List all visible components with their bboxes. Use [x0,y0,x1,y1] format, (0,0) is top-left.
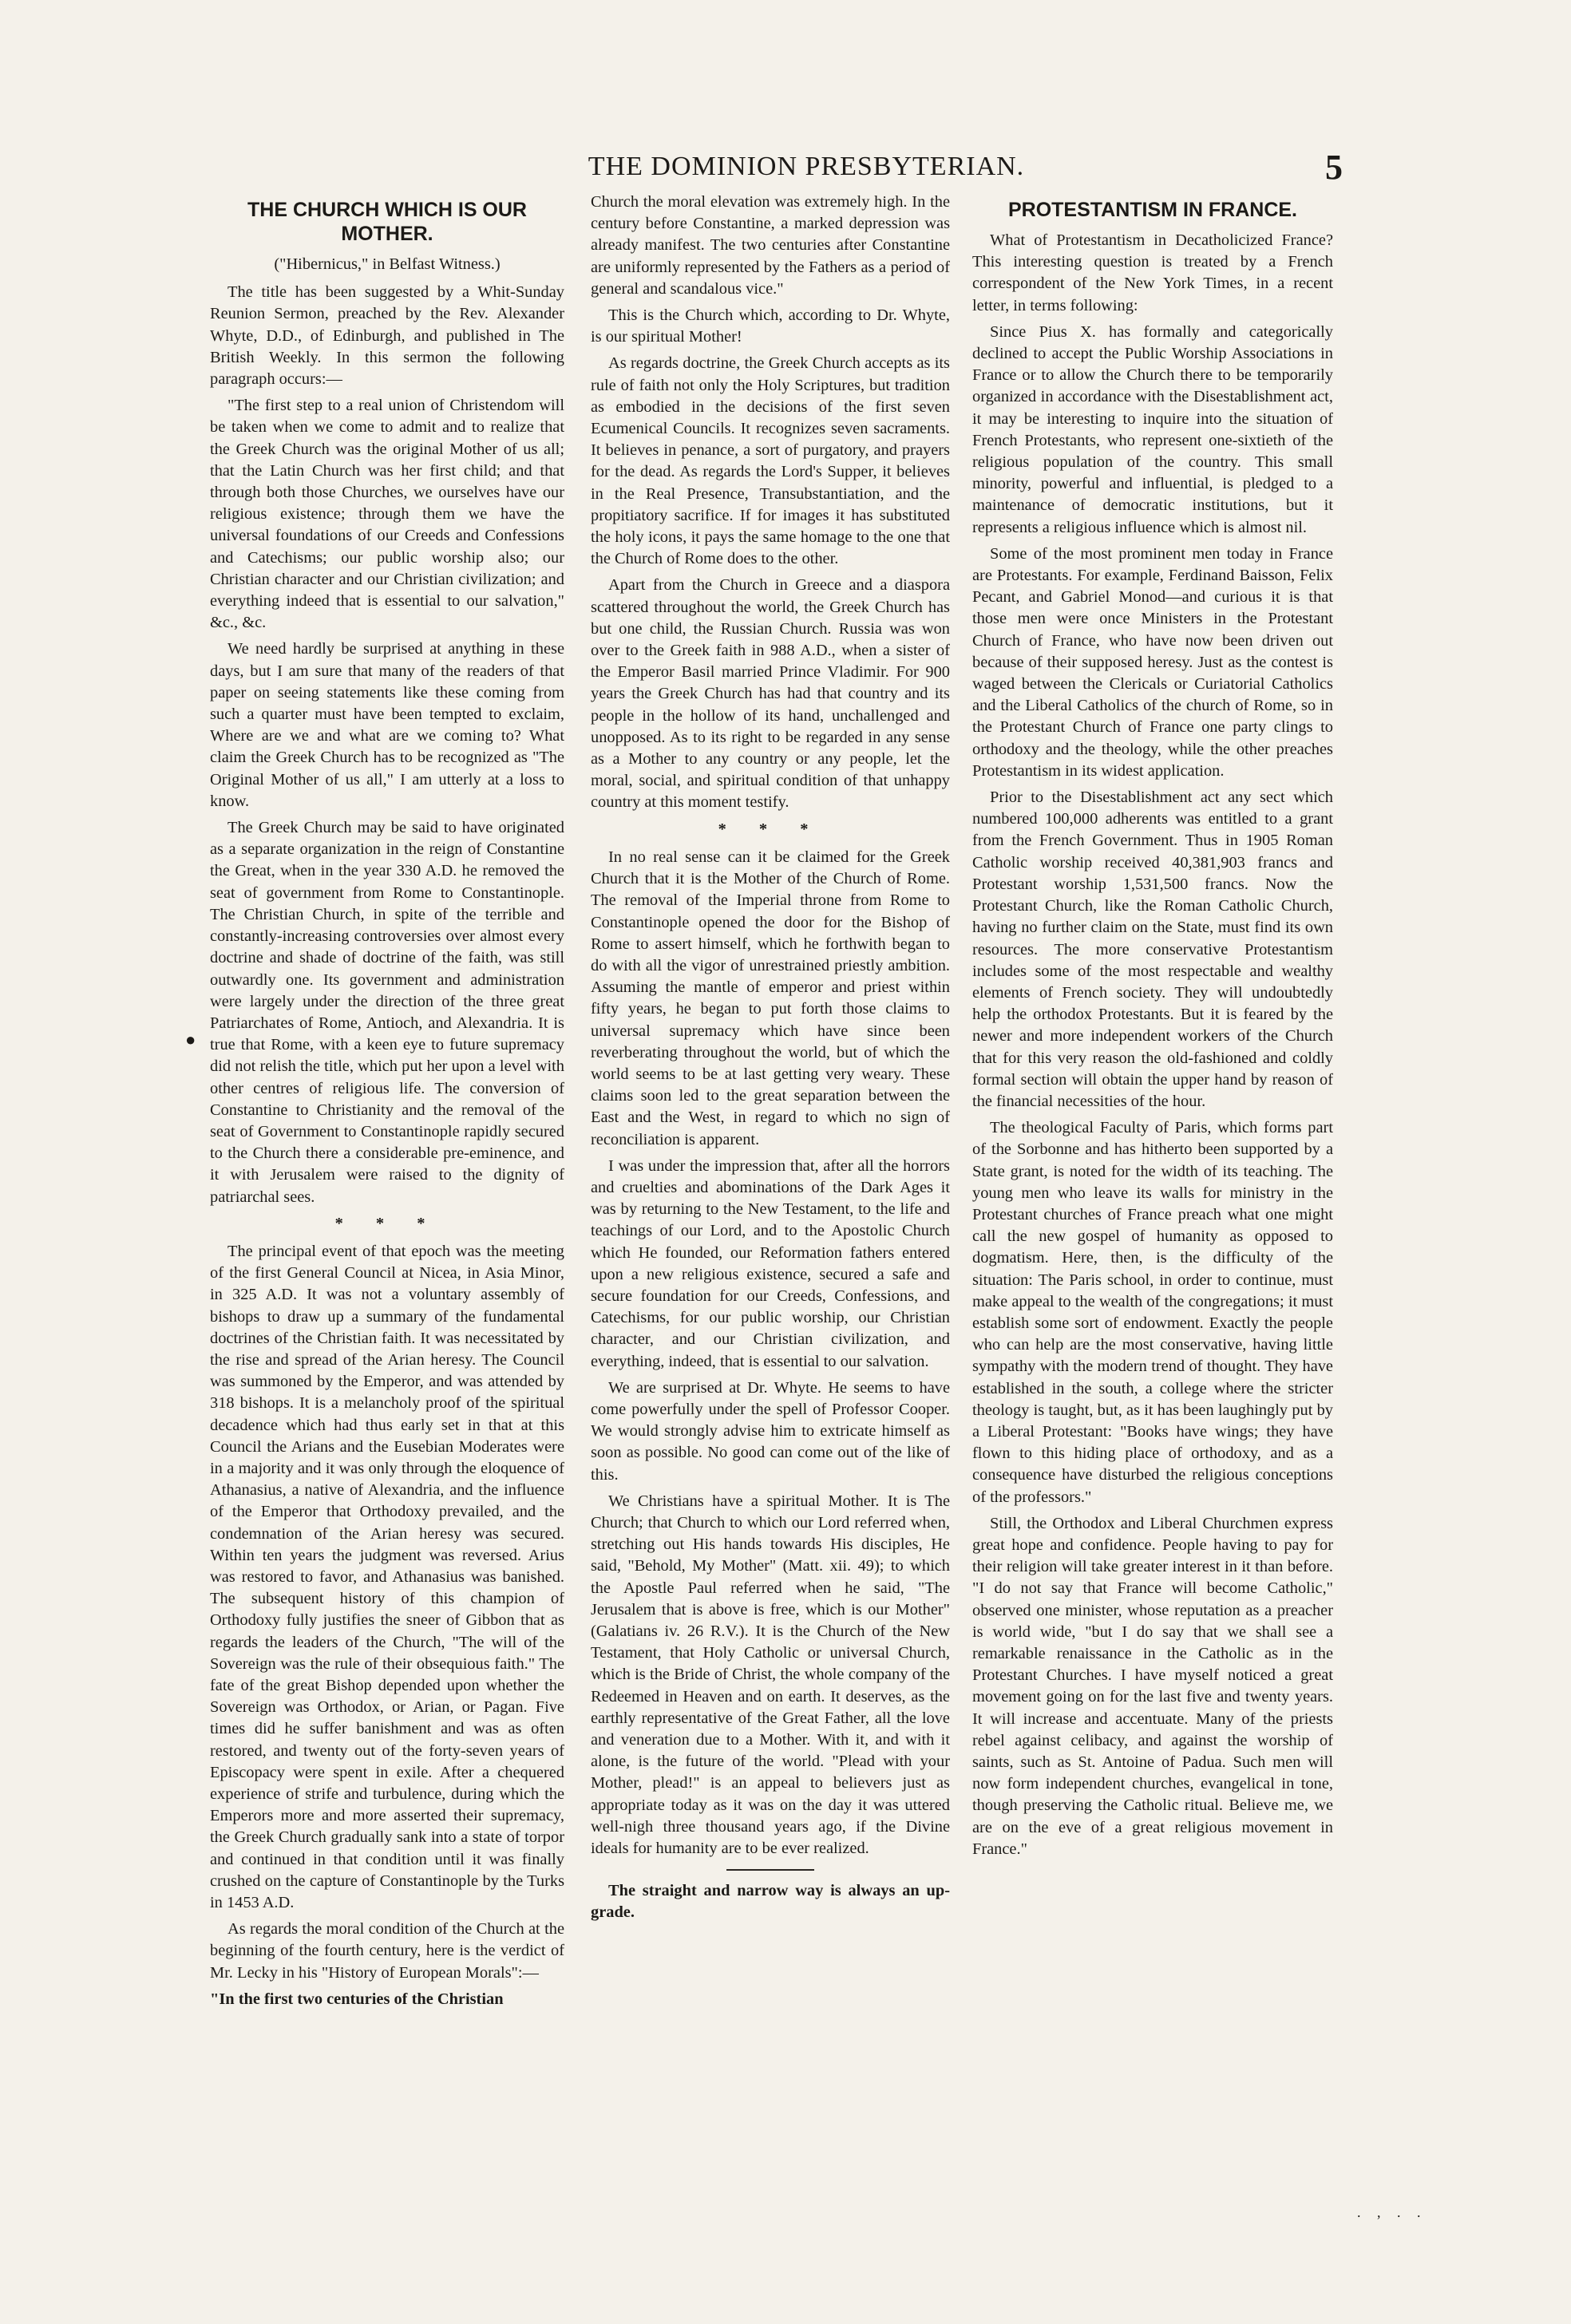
paragraph: As regards doctrine, the Greek Church accepts as its rule of faith not only the Holy Scriptures, but tradition as embodied in the decisions of the first seven Ecumenical Councils. It recognizes seven sacraments. It believes in penance, a sort of purgatory, and prayers for the dead. As regards the Lord's Supper, it believes in the Real Presence, Transubstantiation, and the propitiatory sacrifice. If for images it has substituted the holy icons, it pays the same homage to the one that the Church of Rome does to the other. [591,354,950,568]
column-1 [210,192,564,2298]
running-head [0,148,1571,187]
section-separator: * * * [334,1214,440,1232]
paragraph: I was under the impression that, after all the horrors and cruelties and abominations of the Dark Ages it was by returning to the New Testament, to the life and teachings of our Lord, and to the Apostolic Church which He founded, our Reformation fathers entered upon a new religious existence, secured a safe and secure foundation for our Creeds, Confessions, and Catechisms, for our public worship, our Christian character, and our Christian civilization, and everything, indeed, that is essential to our salvation. [591,1156,950,1370]
margin-mark: ● [185,1030,196,1049]
paragraph: In no real sense can it be claimed for the Greek Church that it is the Mother of the Church of Rome. The removal of the Imperial throne from Rome to Constantinople opened the door for the Bishop of Rome to assert himself, which he forthwith began to do with all the vigor of unrestrained priestly ambition. Assuming the mantle of emperor and priest within fifty years, he began to put forth those claims to universal supremacy which have since been reverberating throughout the world, but of which the world seems to be at last getting very weary. These claims soon led to the great separation between the East and the West, in regard to which no sign of reconciliation is apparent. [591,848,950,1148]
paragraph: We need hardly be surprised at anything in these days, but I am sure that many of the readers of that paper on seeing statements like these coming from such a quarter must have been tempted to exclaim, Where are we and what are we coming to? What claim the Greek Church has to be recognized as "The Original Mother of us all," I am utterly at a loss to know. [210,640,564,810]
paragraph: The title has been suggested by a Whit-Sunday Reunion Sermon, preached by the Rev. Alexander Whyte, D.D., of Edinburgh, and published in The British Weekly. In this sermon the following paragraph occurs:— [210,283,564,389]
paragraph: Church the moral elevation was extremely high. In the century before Constantine, a marked depression was already manifest. The two centuries after Constantine are uniformly represented by the Fathers as a period of general and scandalous vice." [591,193,950,298]
paragraph: "The first step to a real union of Christendom will be taken when we come to admit and to realize that the Greek Church was the original Mother of us all; that the Latin Church was her first child; and that through both those Churches, we ourselves have our religious existence; through them we have the universal foundations of our Creeds and Confessions and Catechisms; our public worship also; our Christian character and our Christian civilization; and everything indeed that is essential to our salvation," &c., &c. [210,397,564,632]
paragraph: As regards the moral condition of the Church at the beginning of the fourth century, here is the verdict of Mr. Lecky in his "History of European Morals":— [210,1920,564,1982]
paragraph: This is the Church which, according to Dr. Whyte, is our spiritual Mother! [591,306,950,346]
section-separator: * * * [718,820,823,838]
paragraph: We are surprised at Dr. Whyte. He seems to have come powerfully under the spell of Professor Cooper. We would strongly advise him to extricate himself as soon as possible. No good can come out of the like of this. [591,1378,950,1484]
column-3 [972,192,1333,2298]
article-headline: PROTESTANTISM IN FRANCE. [1007,199,1298,221]
page-number: 5 [1325,148,1343,187]
paragraph: The Greek Church may be said to have originated as a separate organization in the reign of Constantine the Great, when in the year 330 A.D. he removed the seat of government from Rome to Constantinople. The Christian Church, in spite of the terrible and constantly-increasing controversies over almost every doctrine and shade of doctrine of the faith, was still outwardly one. Its government and administration were largely under the direction of the three great Patriarchates of Rome, Antioch, and Alexandria. It is true that Rome, with a keen eye to future supremacy did not relish the title, which put her upon a level with other centres of religious life. The conversion of Constantine to Christianity and the removal of the seat of Government to Constantinople rapidly secured to the Church there a considerable pre-eminence, and it with Jerusalem were raised to the dignity of patriarchal sees. [210,819,564,1206]
paragraph: Some of the most prominent men today in France are Protestants. For example, Ferdinand Baisson, Felix Pecant, and Gabriel Monod—and curious it is that those men were once Ministers in the Protestant Church of France, who have now been driven out because of their supposed heresy. Just as the contest is waged between the Clericals or Curiatorial Catholics and the Liberal Catholics of the church of Rome, so in the Protestant Church of France one party clings to orthodoxy and the theology, while the other preaches Protestantism in its widest application. [972,544,1333,780]
closing-line: The straight and narrow way is always an up-grade. [591,1882,950,1922]
running-title: THE DOMINION PRESBYTERIAN. [588,152,1025,181]
paragraph: Apart from the Church in Greece and a diaspora scattered throughout the world, the Greek Church has but one child, the Russian Church. Russia was won over to the Greek faith in 988 A.D., when a sister of the Emperor Basil married Prince Vladimir. For 900 years the Greek Church has had that country and its people in the hollow of its hand, unchallenged and unopposed. As to its right to be regarded in any sense as a Mother to any country or any people, let the moral, social, and spiritual condition of that unhappy country at this moment testify. [591,576,950,812]
column-2 [591,192,950,2298]
quote-start: "In the first two centuries of the Christian [210,1990,504,2008]
scan-specks: . , . . [1357,2204,1427,2220]
paragraph: What of Protestantism in Decatholicized France? This interesting question is treated by a French correspondent of the New York Times, in a recent letter, in terms following: [972,231,1333,314]
paragraph: Since Pius X. has formally and categorically declined to accept the Public Worship Associations in France or to allow the Church there to be temporarily organized in accordance with the Disestablishment act, it may be interesting to inquire into the situation of French Protestants, who represent one-sixtieth of the religious population of the country. This small minority, powerful and influential, is pledged to a maintenance of democratic institutions, but it represents a religious influence which is almost nil. [972,322,1333,536]
article-byline: ("Hibernicus," in Belfast Witness.) [274,255,501,273]
paragraph: The theological Faculty of Paris, which forms part of the Sorbonne and has hitherto been supported by a State grant, is noted for the width of its teaching. The young men who leave its walls for ministry in the Protestant churches of France preach what one might call the new gospel of humanity as opposed to dogmatism. Here, then, is the difficulty of the situation: The Paris school, in order to continue, must make appeal to the wealth of the congregations; it must establish some sort of endowment. Exactly the people who can help are the most conservative, having little sympathy with the modern trend of thought. They have established in the south, a college where the stricter theology is taught, but, as it has been laughingly put by a Liberal Protestant: "Books have wings; they have flown to this hiding place of orthodoxy, and as a consequence have disturbed the religious conceptions of the professors." [972,1119,1333,1506]
divider [726,1869,814,1871]
paragraph: Prior to the Disestablishment act any sect which numbered 100,000 adherents was entitled to a grant from the French Government. Thus in 1905 Roman Catholic worship received 40,381,903 francs and Protestant worship 1,531,500 francs. Now the Protestant Church, like the Roman Catholic Church, having no further claim on the State, must find its own resources. The more conservative Protestantism includes some of the most respectable and wealthy elements of French society. They will undoubtedly help the orthodox Protestants. But it is feared by the newer and more independent workers of the Church that for this very reason the old-fashioned and coldly formal section will obtain the upper hand by reason of the financial necessities of the hour. [972,788,1333,1110]
article-headline: THE CHURCH WHICH IS OUR MOTHER. [247,199,527,245]
paragraph: The principal event of that epoch was the meeting of the first General Council at Nicea, in Asia Minor, in 325 A.D. It was not a voluntary assembly of bishops to draw up a summary of the fundamental doctrines of the Christian faith. It was necessitated by the rise and spread of the Arian heresy. The Council was summoned by the Emperor, and was attended by 318 bishops. It is a melancholy proof of the spiritual decadence which had thus early set in that at this Council the Arians and the Eusebian Moderates were in a majority and it was only through the eloquence of Athanasius, a native of Alexandria, and the influence of the Emperor that Orthodoxy prevailed, and the condemnation of the Arian heresy was secured. Within ten years the judgment was reversed. Arius was restored to favor, and Athanasius was banished. The subsequent history of this champion of Orthodoxy fully justifies the sneer of Gibbon that as regards the leaders of the Church, "The will of the Sovereign was the rule of their obsequious faith." The fate of the great Bishop depended upon whether the Sovereign was Orthodox, or Arian, or Pagan. Five times did he suffer banishment and was as often restored, and twenty out of the forty-seven years of Episcopacy were spent in exile. After a chequered experience of strife and turbulence, during which the Emperors more and more asserted their supremacy, the Greek Church gradually sank into a state of torpor and continued in that condition until it was finally crushed on the capture of Constantinople by the Turks in 1453 A.D. [210,1242,564,1912]
paragraph: Still, the Orthodox and Liberal Churchmen express great hope and confidence. People having to pay for their religion will take greater interest in it than before. "I do not say that France will become Catholic," observed one minister, whose reputation as a preacher is world wide, "but I do say that we shall see a remarkable renaissance in the Catholic as in the Protestant Churches. I have myself noticed a great movement going on for the last five and twenty years. It will increase and accentuate. Many of the priests rebel against celibacy, and against the worship of saints, such as St. Antoine of Padua. Such men will now form independent churches, evangelical in tone, though preserving the Catholic ritual. Believe me, we are on the eve of a great religious movement in France." [972,1514,1333,1858]
paragraph: We Christians have a spiritual Mother. It is The Church; that Church to which our Lord referred when, stretching out His hands towards His disciples, He said, "Behold, My Mother" (Matt. xii. 49); to which the Apostle Paul referred when he said, "The Jerusalem that is above is free, which is our Mother" (Galatians iv. 26 R.V.). It is the Church of the New Testament, that Holy Catholic or universal Church, which is the Bride of Christ, the whole company of the Redeemed in Heaven and on earth. It deserves, as the earthly representative of the Great Father, all the love and veneration due to a Mother. With it, and with it alone, is the future of the world. "Plead with your Mother, plead!" is an appeal to believers just as appropriate today as it was on the day it was uttered well-nigh three thousand years ago, if the Divine ideals for humanity are to be ever realized. [591,1492,950,1858]
